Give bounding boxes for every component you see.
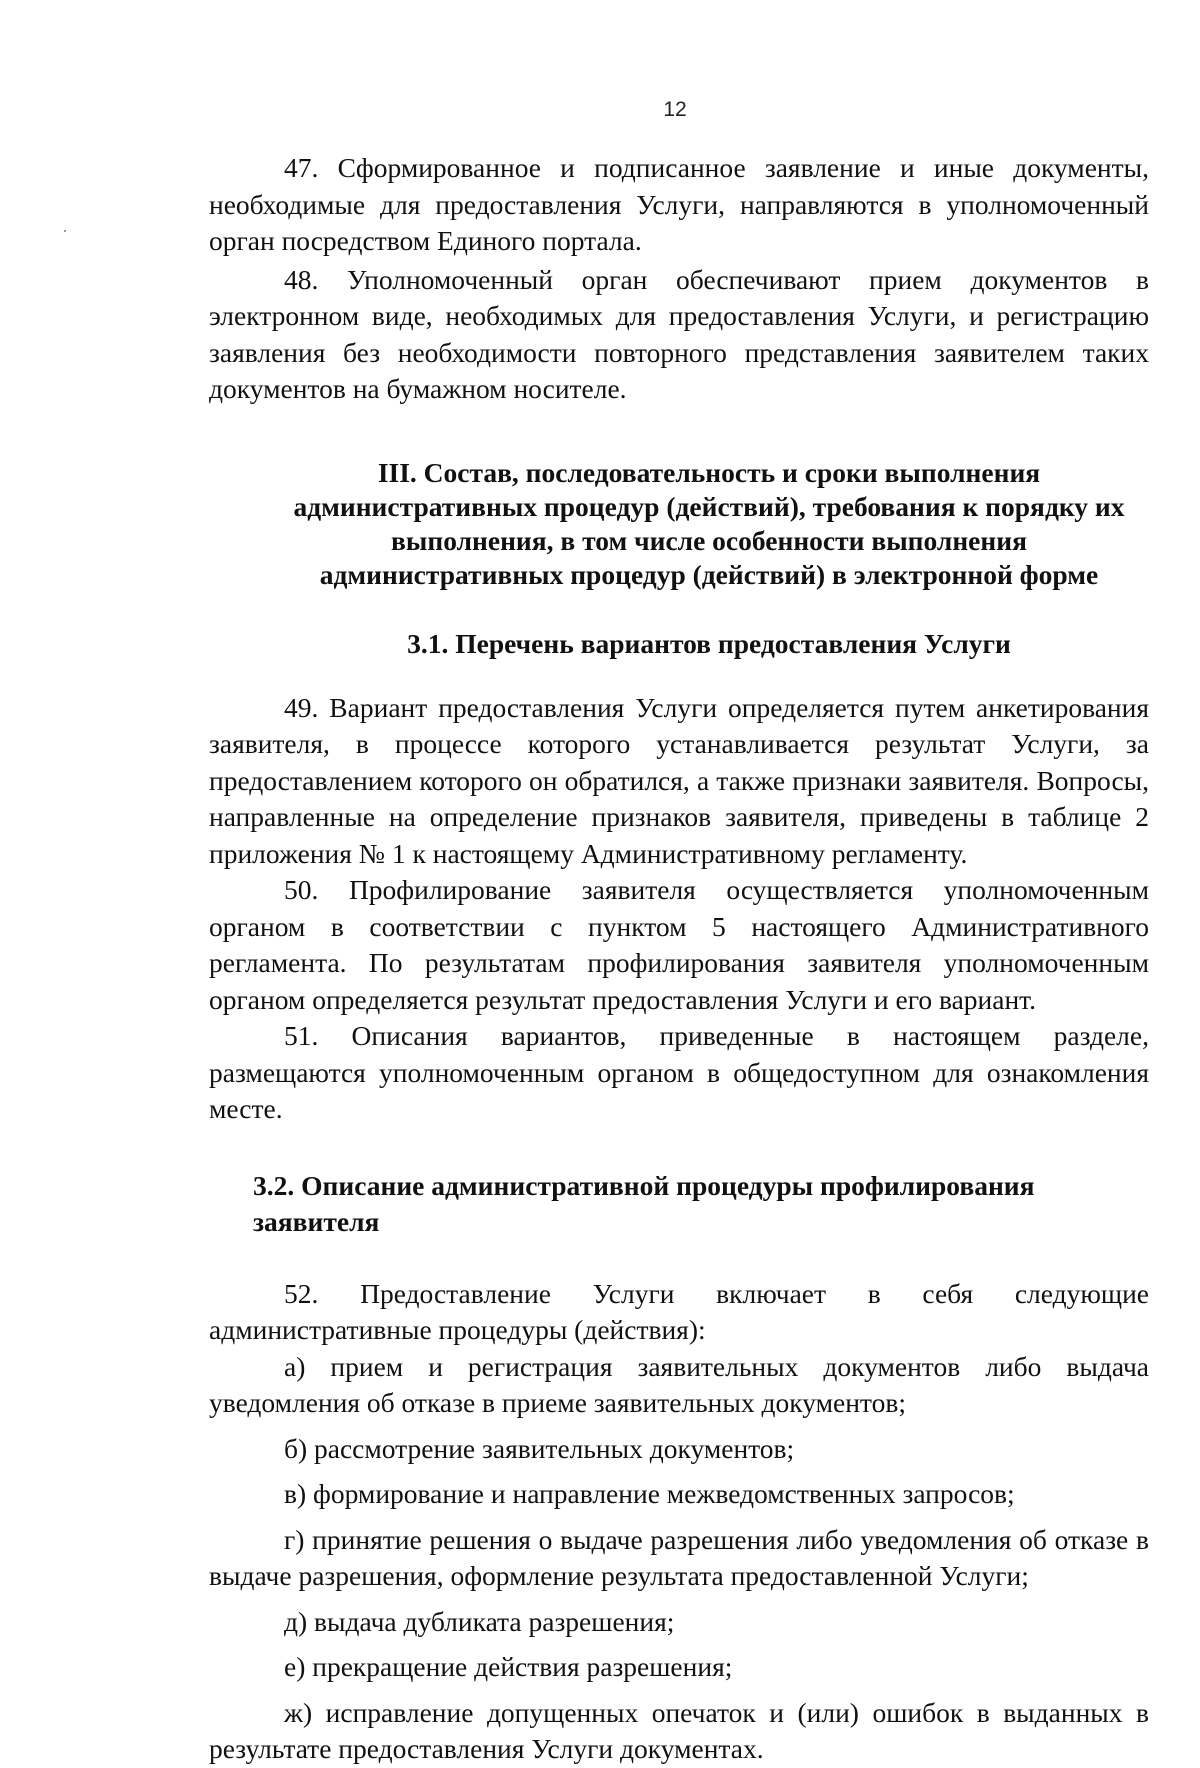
list-item-d: д) выдача дубликата разрешения; [284, 1605, 675, 1637]
list-item-b: б) рассмотрение заявительных документов; [284, 1432, 795, 1464]
list-item-v: в) формирование и направление межведомственных запросов; [284, 1478, 1015, 1509]
scan-speck [64, 230, 66, 232]
list-item-zh: ж) исправление допущенных опечаток и (или) ошибок в выданных в результате предоставления Услуги документах. [209, 1696, 1149, 1764]
paragraph-48: 48. Уполномоченный орган обеспечивают прием документов в электронном виде, необходимых для предоставления Услуги, и регистрацию заявления без необходимости повторного представления заявителем таких документов на бумажном носителе. [209, 263, 1149, 404]
paragraph-51: 51. Описания вариантов, приведенные в настоящем разделе, размещаются уполномоченным органом в общедоступном для ознакомления месте. [209, 1020, 1149, 1124]
list-item-e: е) прекращение действия разрешения; [284, 1651, 733, 1682]
paragraph-47: 47. Сформированное и подписанное заявление и иные документы, необходимые для предоставления Услуги, направляются в уполномоченный орган посредством Единого портала. [209, 152, 1149, 256]
subsection-heading-3-1: 3.1. Перечень вариантов предоставления Услуги [407, 627, 1011, 659]
document-body [209, 150, 1149, 1768]
page-number: 12 [663, 98, 687, 121]
section-heading-iii: III. Состав, последовательность и сроки выполнения административных процедур (действий), требования к порядку их выполнения, в том числе особенности выполнения административных процедур (действий) в электронной форме [293, 456, 1125, 590]
subsection-heading-3-2: 3.2. Описание административной процедуры профилирования заявителя [253, 1169, 1035, 1237]
list-item-g: г) принятие решения о выдаче разрешения либо уведомления об отказе в выдаче разрешения, оформление результата предоставленной Услуги; [209, 1523, 1149, 1591]
paragraph-52: 52. Предоставление Услуги включает в себя следующие административные процедуры (действия): [209, 1277, 1149, 1345]
list-item-a: а) прием и регистрация заявительных документов либо выдача уведомления об отказе в приеме заявительных документов; [209, 1350, 1149, 1418]
paragraph-50: 50. Профилирование заявителя осуществляется уполномоченным органом в соответствии с пунктом 5 настоящего Административного регламента. По результатам профилирования заявителя уполномоченным органом определяется результат предоставления Услуги и его вариант. [209, 874, 1149, 1015]
paragraph-49: 49. Вариант предоставления Услуги определяется путем анкетирования заявителя, в процессе которого устанавливается результат Услуги, за предоставлением которого он обратился, а также признаки заявителя. Вопросы, направленные на определение признаков заявителя, приведены в таблице 2 приложения № 1 к настоящему Административному регламенту. [209, 691, 1149, 869]
